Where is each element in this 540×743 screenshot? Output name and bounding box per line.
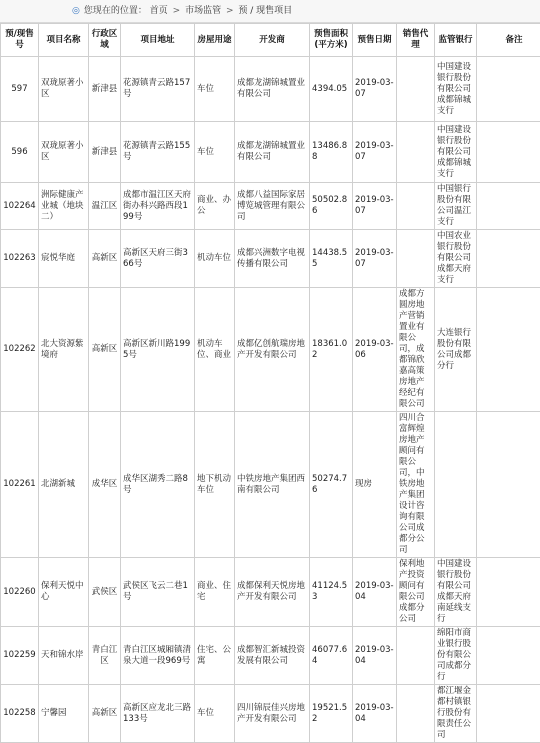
cell-address: 高新区天府三街366号 [121,230,195,288]
header-agent: 销售代理 [397,24,435,57]
cell-project-name [39,627,89,685]
breadcrumb-current[interactable]: 预 / 现售项目 [238,6,292,16]
cell-presale-no-link[interactable]: 102260 [3,587,35,597]
cell-presale-no [1,627,39,685]
cell-developer: 成都保利天悦房地产开发有限公司 [235,558,310,627]
cell-agent [397,183,435,230]
cell-presale-no-link[interactable]: 597 [11,84,27,94]
cell-presale-no-link[interactable]: 102261 [3,479,35,489]
cell-area: 19521.52 [310,685,353,743]
breadcrumb-separator: > [173,6,181,16]
cell-project-name [39,412,89,558]
cell-presale-no [1,558,39,627]
cell-bank: 中国银行股份有限公司温江支行 [435,183,477,230]
header-address: 项目地址 [121,24,195,57]
cell-agent [397,627,435,685]
table-row[interactable] [1,558,540,627]
cell-presale-no [1,288,39,412]
cell-date: 2019-03-04 [353,558,397,627]
header-date: 预售日期 [353,24,397,57]
cell-bank: 中国建设银行股份有限公司成都锦城支行 [435,57,477,122]
cell-district: 高新区 [89,685,121,743]
breadcrumb-home-link[interactable]: 首页 [150,6,168,16]
cell-use: 车位 [195,685,235,743]
cell-presale-no-link[interactable]: 102262 [3,344,35,354]
table-row[interactable] [1,288,540,412]
cell-project-name-link[interactable]: 保利天悦中心 [41,581,84,602]
cell-area: 50274.76 [310,412,353,558]
table-row[interactable] [1,122,540,183]
cell-date: 2019-03-04 [353,627,397,685]
cell-area: 13486.88 [310,122,353,183]
cell-address: 花源镇青云路157号 [121,57,195,122]
table-row[interactable] [1,57,540,122]
cell-use: 机动车位、商业 [195,288,235,412]
cell-presale-no [1,183,39,230]
cell-agent: 四川合富辉煌房地产顾问有限公司，中铁房地产集团设计咨询有限公司成都分公司 [397,412,435,558]
header-developer: 开发商 [235,24,310,57]
cell-remark [477,122,540,183]
cell-developer: 成都八益国际家居博览城管理有限公司 [235,183,310,230]
cell-use: 机动车位 [195,230,235,288]
cell-project-name [39,230,89,288]
cell-use: 车位 [195,122,235,183]
cell-bank: 大连银行股份有限公司成都分行 [435,288,477,412]
cell-area: 41124.53 [310,558,353,627]
cell-area: 50502.86 [310,183,353,230]
cell-district: 高新区 [89,230,121,288]
table-row[interactable] [1,412,540,558]
cell-project-name-link[interactable]: 北湖新城 [41,479,75,489]
header-remark: 备注 [477,24,540,57]
breadcrumb [0,0,540,23]
cell-bank: 绵阳市商业银行股份有限公司成都分行 [435,627,477,685]
cell-agent [397,685,435,743]
cell-presale-no [1,57,39,122]
cell-project-name-link[interactable]: 宁馨园 [41,708,67,718]
cell-presale-no-link[interactable]: 102263 [3,253,35,263]
header-bank: 监管银行 [435,24,477,57]
header-no: 预/现售号 [1,24,39,57]
cell-presale-no-link[interactable]: 596 [11,147,27,157]
table-row[interactable] [1,685,540,743]
cell-presale-no-link[interactable]: 102264 [3,201,35,211]
breadcrumb-separator: > [226,6,234,16]
cell-date: 2019-03-07 [353,122,397,183]
cell-agent [397,230,435,288]
header-use: 房屋用途 [195,24,235,57]
table-header-row [1,24,540,57]
cell-project-name-link[interactable]: 北大资源紫境府 [41,339,84,360]
cell-address: 武侯区飞云二巷1号 [121,558,195,627]
cell-developer: 成都龙湖锦城置业有限公司 [235,122,310,183]
cell-project-name [39,685,89,743]
table-row[interactable] [1,230,540,288]
table-row[interactable] [1,183,540,230]
cell-use: 住宅、公寓 [195,627,235,685]
cell-address: 青白江区城厢镇清泉大道一段969号 [121,627,195,685]
cell-project-name [39,558,89,627]
cell-use: 地下机动车位 [195,412,235,558]
cell-use: 商业、住宅 [195,558,235,627]
cell-bank: 中国建设银行股份有限公司成都锦城支行 [435,122,477,183]
cell-date: 2019-03-06 [353,288,397,412]
cell-agent: 成都方圆房地产营销置业有限公司，成都锦欣嘉高策房地产经纪有限公司 [397,288,435,412]
cell-remark [477,183,540,230]
presale-projects-table [0,23,540,743]
cell-project-name [39,122,89,183]
cell-presale-no [1,230,39,288]
cell-area: 18361.02 [310,288,353,412]
cell-presale-no [1,412,39,558]
cell-project-name [39,288,89,412]
cell-project-name-link[interactable]: 天和锦水岸 [41,650,84,660]
cell-bank: 中国建设银行股份有限公司成都天府南延线支行 [435,558,477,627]
cell-agent [397,57,435,122]
cell-district: 青白江区 [89,627,121,685]
cell-remark [477,288,540,412]
cell-district: 武侯区 [89,558,121,627]
cell-district: 新津县 [89,122,121,183]
cell-agent: 保利地产投资顾问有限公司成都分公司 [397,558,435,627]
cell-date: 现房 [353,412,397,558]
cell-presale-no [1,122,39,183]
cell-presale-no [1,685,39,743]
cell-area: 4394.05 [310,57,353,122]
cell-developer: 成都龙湖锦城置业有限公司 [235,57,310,122]
cell-remark [477,57,540,122]
cell-remark [477,412,540,558]
header-area: 预售面积(平方米) [310,24,353,57]
cell-use: 车位 [195,57,235,122]
cell-project-name [39,57,89,122]
cell-date: 2019-03-07 [353,230,397,288]
cell-project-name-link[interactable]: 双珑原著小区 [41,78,84,99]
cell-date: 2019-03-07 [353,183,397,230]
cell-bank: 都江堰金都村镇银行股份有限责任公司 [435,685,477,743]
cell-district: 高新区 [89,288,121,412]
header-district: 行政区域 [89,24,121,57]
cell-remark [477,685,540,743]
cell-presale-no-link[interactable]: 102258 [3,708,35,718]
cell-district: 成华区 [89,412,121,558]
table-row[interactable] [1,627,540,685]
cell-project-name-link[interactable]: 宸悦华庭 [41,253,75,263]
cell-project-name-link[interactable]: 双珑原著小区 [41,141,84,162]
location-pin-icon: ◎ [72,6,80,16]
cell-area: 46077.64 [310,627,353,685]
cell-remark [477,627,540,685]
cell-address: 高新区新川路1995号 [121,288,195,412]
cell-bank: 中国农业银行股份有限公司成都天府支行 [435,230,477,288]
header-name: 项目名称 [39,24,89,57]
cell-date: 2019-03-04 [353,685,397,743]
cell-project-name-link[interactable]: 洲际健康产业城（地块二） [41,190,84,222]
cell-bank [435,412,477,558]
cell-address: 成都市温江区天府街办科兴路西段199号 [121,183,195,230]
cell-address: 高新区应龙北三路133号 [121,685,195,743]
cell-developer: 成都智汇新城投资发展有限公司 [235,627,310,685]
cell-developer: 成都兴洲数字电视传播有限公司 [235,230,310,288]
cell-agent [397,122,435,183]
cell-presale-no-link[interactable]: 102259 [3,650,35,660]
breadcrumb-market-link[interactable]: 市场监管 [185,6,221,16]
cell-district: 温江区 [89,183,121,230]
cell-district: 新津县 [89,57,121,122]
cell-project-name [39,183,89,230]
cell-developer: 四川锦辰佳兴房地产开发有限公司 [235,685,310,743]
cell-date: 2019-03-07 [353,57,397,122]
cell-developer: 成都亿创航瑞房地产开发有限公司 [235,288,310,412]
cell-remark [477,230,540,288]
cell-developer: 中铁房地产集团西南有限公司 [235,412,310,558]
cell-remark [477,558,540,627]
breadcrumb-prefix: 您现在的位置： [84,6,147,16]
cell-address: 成华区湖秀二路8号 [121,412,195,558]
cell-area: 14438.55 [310,230,353,288]
cell-address: 花源镇青云路155号 [121,122,195,183]
cell-use: 商业、办公 [195,183,235,230]
